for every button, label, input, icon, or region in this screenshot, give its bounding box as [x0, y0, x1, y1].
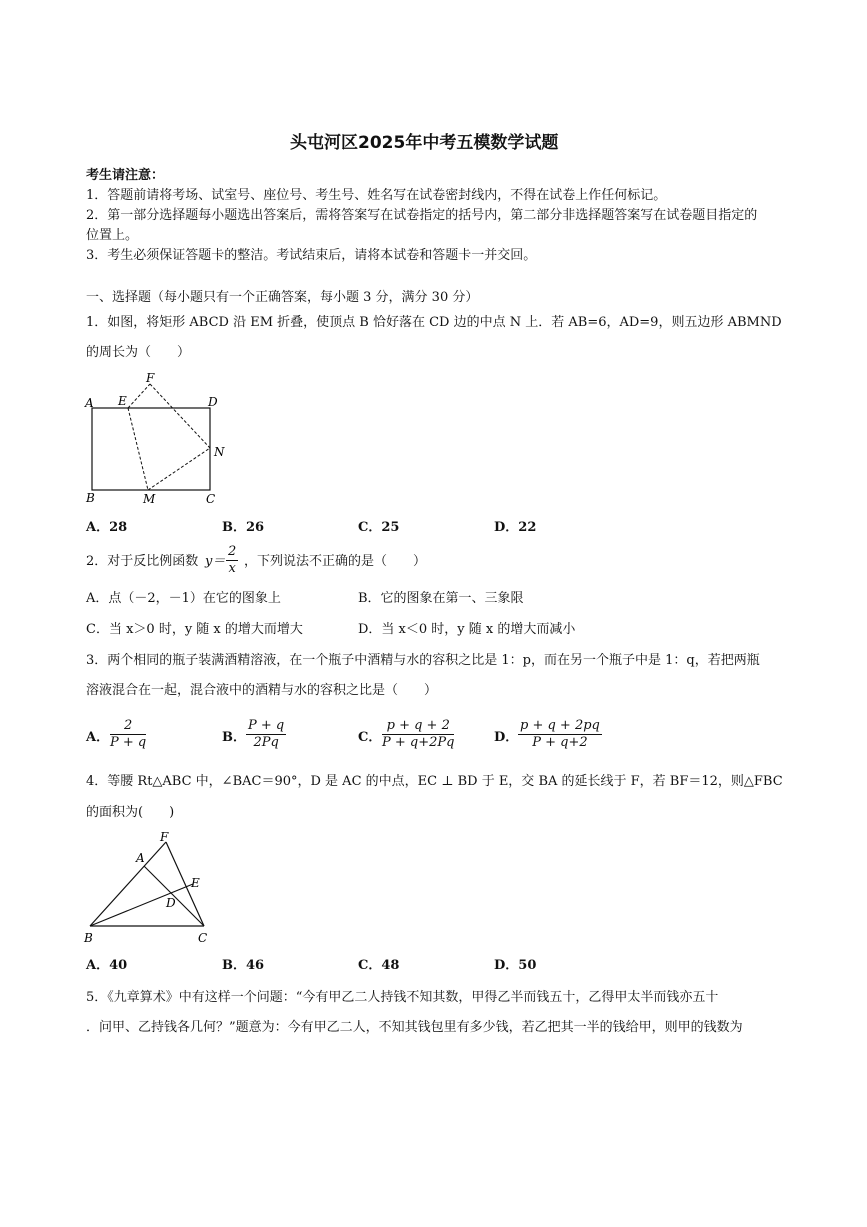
q3-option-c-label: C．	[358, 730, 382, 745]
q4-option-b: B．46	[222, 958, 265, 973]
q2-option-c: C．当 x＞0 时，y 随 x 的增大而增大	[86, 622, 303, 637]
q4-option-d: D．50	[494, 958, 537, 973]
q4-label-e: E	[191, 876, 200, 890]
q3-option-b-num: P + q	[248, 718, 285, 733]
q3-option-b-fraction	[246, 718, 286, 751]
q1-label-b: B	[86, 491, 95, 505]
q3-stem-line2: 溶液混合在一起，混合液中的酒精与水的容积之比是（ ）	[86, 683, 438, 698]
q3-option-b-label: B．	[222, 730, 246, 745]
q2-option-b: B．它的图象在第一、三象限	[358, 591, 524, 606]
q3-option-a-fraction	[110, 718, 146, 751]
section-heading: 一、选择题（每小题只有一个正确答案，每小题 3 分，满分 30 分）	[86, 290, 479, 305]
q1-figure	[80, 370, 240, 510]
q2-fraction-den: x	[228, 561, 236, 576]
q2-fraction-num: 2	[228, 544, 237, 559]
q1-label-d: D	[208, 395, 218, 409]
q4-label-d: D	[166, 896, 176, 910]
q2-fraction	[226, 544, 238, 577]
q5-stem-line2: ．问甲、乙持钱各几何？”题意为：今有甲乙二人，不知其钱包里有多少钱，若乙把其一半的钱给甲，则甲的钱数为	[86, 1020, 743, 1035]
q1-option-a: A．28	[86, 520, 128, 535]
q2-function-y: y＝	[205, 554, 226, 569]
q3-option-d-num: p + q + 2pq	[520, 718, 600, 733]
notice-heading: 考生请注意：	[86, 168, 165, 183]
q3-option-c-den: P + q+2Pq	[382, 735, 455, 750]
q4-stem-line2: 的面积为( )	[86, 805, 175, 820]
notice-item-1: 1．答题前请将考场、试室号、座位号、考生号、姓名写在试卷密封线内，不得在试卷上作任何标记。	[86, 188, 667, 203]
q1-option-c: C．25	[358, 520, 400, 535]
q3-stem-line1: 3．两个相同的瓶子装满酒精溶液，在一个瓶子中酒精与水的容积之比是 1：p，而在另一个瓶子中是 1：q，若把两瓶	[86, 653, 760, 668]
q1-label-m: M	[143, 492, 156, 506]
q1-label-a: A	[85, 396, 94, 410]
q5-stem-line1: 5．《九章算术》中有这样一个问题：“今有甲乙二人持钱不知其数，甲得乙半而钱五十，乙得甲太半而钱亦五十	[86, 990, 719, 1005]
q1-label-e: E	[118, 394, 127, 408]
q4-stem-line1: 4．等腰 Rt△ABC 中，∠BAC＝90°，D 是 AC 的中点，EC ⊥ BD 于 E，交 BA 的延长线于 F，若 BF＝12，则△FBC	[86, 774, 783, 789]
q3-option-d-fraction	[518, 718, 602, 751]
q3-option-d-den: P + q+2	[532, 735, 588, 750]
q3-option-d-label: D．	[494, 730, 519, 745]
q4-option-a: A．40	[86, 958, 128, 973]
q1-label-f: F	[146, 371, 155, 385]
q4-option-c: C．48	[358, 958, 400, 973]
q2-option-d: D．当 x＜0 时，y 随 x 的增大而减小	[358, 622, 576, 637]
notice-item-2: 2．第一部分选择题每小题选出答案后，需将答案写在试卷指定的括号内，第二部分非选择题答案写在试卷题目指定的	[86, 208, 758, 223]
q3-option-c-fraction	[382, 718, 454, 751]
q1-option-d: D．22	[494, 520, 537, 535]
q3-option-b-den: 2Pq	[253, 735, 279, 750]
q4-label-c: C	[198, 931, 208, 945]
q3-option-c-num: p + q + 2	[382, 718, 454, 735]
page-title: 头屯河区2025年中考五模数学试题	[290, 133, 559, 153]
q1-label-n: N	[214, 445, 225, 459]
q1-label-c: C	[206, 492, 216, 506]
q2-stem-pre: 2．对于反比例函数	[86, 554, 199, 569]
q3-option-a-den: P + q	[110, 735, 147, 750]
q4-label-a: A	[136, 851, 145, 865]
q4-figure	[80, 830, 220, 950]
q4-label-f: F	[160, 830, 169, 844]
q2-stem-post: ，下列说法不正确的是（ ）	[244, 554, 427, 569]
q1-stem-line2: 的周长为（ ）	[86, 345, 191, 360]
notice-item-2-cont: 位置上。	[86, 228, 139, 243]
q3-option-a-label: A．	[86, 730, 110, 745]
q2-option-a: A．点（－2，－1）在它的图象上	[86, 591, 281, 606]
q3-option-a-num: 2	[110, 718, 146, 735]
notice-item-3: 3．考生必须保证答题卡的整洁。考试结束后，请将本试卷和答题卡一并交回。	[86, 248, 537, 263]
q1-option-b: B．26	[222, 520, 265, 535]
q1-stem-line1: 1．如图，将矩形 ABCD 沿 EM 折叠，使顶点 B 恰好落在 CD 边的中点 N 上．若 AB=6，AD=9，则五边形 ABMND	[86, 315, 782, 330]
q4-label-b: B	[84, 931, 93, 945]
